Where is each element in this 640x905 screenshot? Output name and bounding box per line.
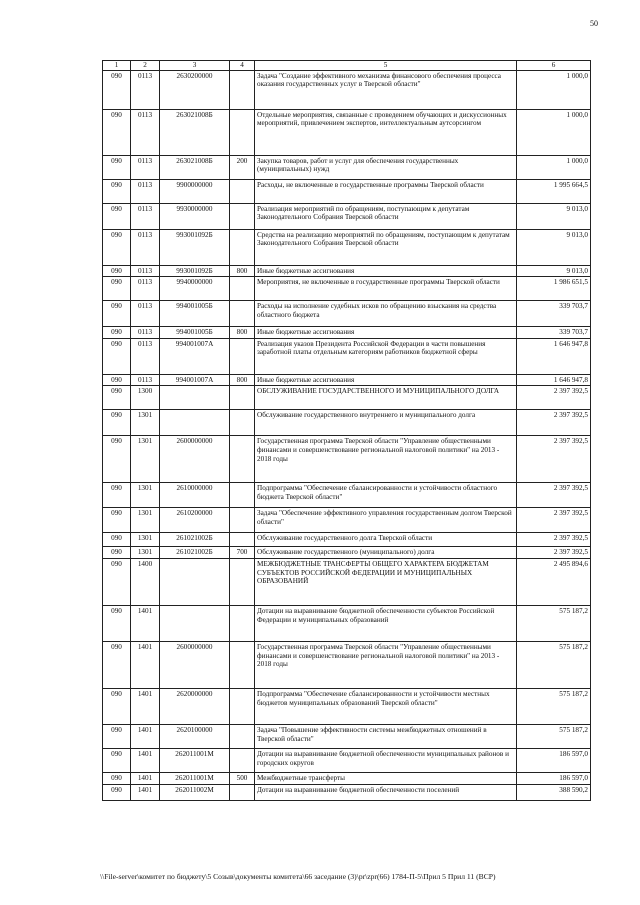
budget-table (102, 60, 591, 801)
section-code-cell: 0113 (131, 301, 160, 327)
header-cell: 1 (103, 61, 131, 71)
department-code-cell: 090 (103, 772, 131, 784)
table-row (103, 70, 591, 109)
table-row (103, 327, 591, 339)
amount-cell: 1 000,0 (517, 70, 591, 109)
header-cell: 3 (160, 61, 230, 71)
table-header-row (103, 61, 591, 71)
department-code-cell: 090 (103, 109, 131, 155)
target-article-cell (160, 558, 230, 605)
target-article-cell: 993001092Б (160, 229, 230, 265)
target-article-cell: 2610200000 (160, 508, 230, 533)
section-code-cell: 0113 (131, 265, 160, 277)
amount-cell: 9 013,0 (517, 265, 591, 277)
amount-cell: 2 397 392,5 (517, 508, 591, 533)
table-row (103, 386, 591, 410)
section-code-cell: 1301 (131, 483, 160, 508)
description-cell: ОБСЛУЖИВАНИЕ ГОСУДАРСТВЕННОГО И МУНИЦИПАЛЬНОГО ДОЛГА (255, 386, 517, 410)
target-article-cell: 262011001М (160, 772, 230, 784)
department-code-cell: 090 (103, 374, 131, 386)
section-code-cell: 0113 (131, 374, 160, 386)
target-article-cell: 994001007А (160, 338, 230, 374)
table-row (103, 203, 591, 229)
section-code-cell: 1401 (131, 784, 160, 800)
table-row (103, 748, 591, 772)
table-row (103, 229, 591, 265)
department-code-cell: 090 (103, 547, 131, 559)
expense-type-cell (230, 724, 255, 748)
department-code-cell: 090 (103, 265, 131, 277)
table-row (103, 547, 591, 559)
amount-cell: 2 397 392,5 (517, 547, 591, 559)
amount-cell: 1 646 947,8 (517, 338, 591, 374)
section-code-cell: 1400 (131, 558, 160, 605)
header-cell: 6 (517, 61, 591, 71)
expense-type-cell (230, 748, 255, 772)
section-code-cell: 1300 (131, 386, 160, 410)
table-row (103, 483, 591, 508)
expense-type-cell (230, 109, 255, 155)
description-cell: Задача "Повышение эффективности системы межбюджетных отношений в Тверской области" (255, 724, 517, 748)
table-row (103, 605, 591, 641)
department-code-cell: 090 (103, 229, 131, 265)
description-cell: Государственная программа Тверской области "Управление общественными финансами и совершенствование региональной налоговой политики" на 2013 - 2018 годы (255, 436, 517, 483)
target-article-cell: 261021002Б (160, 533, 230, 547)
description-cell: Иные бюджетные ассигнования (255, 265, 517, 277)
expense-type-cell (230, 688, 255, 724)
section-code-cell: 1401 (131, 748, 160, 772)
expense-type-cell (230, 386, 255, 410)
expense-type-cell (230, 277, 255, 301)
amount-cell: 339 703,7 (517, 301, 591, 327)
table-row (103, 508, 591, 533)
target-article-cell (160, 605, 230, 641)
department-code-cell: 090 (103, 327, 131, 339)
expense-type-cell (230, 338, 255, 374)
description-cell: Обслуживание государственного долга Тверской области (255, 533, 517, 547)
amount-cell: 2 397 392,5 (517, 533, 591, 547)
target-article-cell: 9940000000 (160, 277, 230, 301)
header-cell: 5 (255, 61, 517, 71)
department-code-cell: 090 (103, 724, 131, 748)
department-code-cell: 090 (103, 688, 131, 724)
amount-cell: 2 397 392,5 (517, 483, 591, 508)
section-code-cell: 0113 (131, 203, 160, 229)
table-row (103, 784, 591, 800)
description-cell: Обслуживание государственного (муниципального) долга (255, 547, 517, 559)
target-article-cell: 2610000000 (160, 483, 230, 508)
expense-type-cell (230, 784, 255, 800)
header-cell: 2 (131, 61, 160, 71)
target-article-cell: 994001007А (160, 374, 230, 386)
amount-cell: 1 000,0 (517, 109, 591, 155)
section-code-cell: 0113 (131, 109, 160, 155)
amount-cell: 186 597,0 (517, 748, 591, 772)
department-code-cell: 090 (103, 748, 131, 772)
expense-type-cell (230, 179, 255, 203)
table-row (103, 641, 591, 688)
target-article-cell: 2600000000 (160, 641, 230, 688)
expense-type-cell (230, 301, 255, 327)
expense-type-cell: 800 (230, 327, 255, 339)
amount-cell: 2 397 392,5 (517, 410, 591, 436)
department-code-cell: 090 (103, 386, 131, 410)
description-cell: Задача "Создание эффективного механизма финансового обеспечения процесса оказания государственных услуг в Тверской области" (255, 70, 517, 109)
section-code-cell: 1401 (131, 688, 160, 724)
description-cell: Дотации на выравнивание бюджетной обеспеченности поселений (255, 784, 517, 800)
department-code-cell: 090 (103, 533, 131, 547)
target-article-cell (160, 410, 230, 436)
expense-type-cell (230, 641, 255, 688)
section-code-cell: 0113 (131, 338, 160, 374)
table-row (103, 533, 591, 547)
expense-type-cell (230, 483, 255, 508)
description-cell: Закупка товаров, работ и услуг для обеспечения государственных (муниципальных) нужд (255, 155, 517, 179)
description-cell: Отдельные мероприятия, связанные с проведением обучающих и дискуссионных мероприятий, привлечением экспертов, интеллектуальным аутсорсингом (255, 109, 517, 155)
expense-type-cell (230, 605, 255, 641)
amount-cell: 9 013,0 (517, 203, 591, 229)
section-code-cell: 1401 (131, 605, 160, 641)
description-cell: Расходы, не включенные в государственные программы Тверской области (255, 179, 517, 203)
description-cell: Межбюджетные трансферты (255, 772, 517, 784)
description-cell: Мероприятия, не включенные в государственные программы Тверской области (255, 277, 517, 301)
section-code-cell: 1301 (131, 508, 160, 533)
description-cell: Расходы на исполнение судебных исков по обращению взыскания на средства областного бюджета (255, 301, 517, 327)
description-cell: Подпрограмма "Обеспечение сбалансированности и устойчивости местных бюджетов муниципальных образований Тверской области" (255, 688, 517, 724)
department-code-cell: 090 (103, 508, 131, 533)
department-code-cell: 090 (103, 410, 131, 436)
amount-cell: 1 000,0 (517, 155, 591, 179)
department-code-cell: 090 (103, 436, 131, 483)
target-article-cell: 2630200000 (160, 70, 230, 109)
table-row (103, 179, 591, 203)
section-code-cell: 1401 (131, 641, 160, 688)
expense-type-cell (230, 229, 255, 265)
table-row (103, 155, 591, 179)
target-article-cell: 262011001М (160, 748, 230, 772)
section-code-cell: 0113 (131, 179, 160, 203)
department-code-cell: 090 (103, 338, 131, 374)
section-code-cell: 1401 (131, 724, 160, 748)
amount-cell: 2 397 392,5 (517, 386, 591, 410)
description-cell: Обслуживание государственного внутреннего и муниципального долга (255, 410, 517, 436)
department-code-cell: 090 (103, 605, 131, 641)
table-row (103, 301, 591, 327)
amount-cell: 2 495 894,6 (517, 558, 591, 605)
amount-cell: 1 995 664,5 (517, 179, 591, 203)
department-code-cell: 090 (103, 483, 131, 508)
amount-cell: 575 187,2 (517, 688, 591, 724)
section-code-cell: 0113 (131, 229, 160, 265)
table-row (103, 277, 591, 301)
department-code-cell: 090 (103, 70, 131, 109)
expense-type-cell (230, 533, 255, 547)
expense-type-cell (230, 558, 255, 605)
expense-type-cell: 200 (230, 155, 255, 179)
section-code-cell: 1401 (131, 772, 160, 784)
target-article-cell: 9900000000 (160, 179, 230, 203)
expense-type-cell (230, 436, 255, 483)
description-cell: МЕЖБЮДЖЕТНЫЕ ТРАНСФЕРТЫ ОБЩЕГО ХАРАКТЕРА БЮДЖЕТАМ СУБЪЕКТОВ РОССИЙСКОЙ ФЕДЕРАЦИИ И МУНИЦИПАЛЬНЫХ ОБРАЗОВАНИЙ (255, 558, 517, 605)
table-row (103, 724, 591, 748)
target-article-cell: 9930000000 (160, 203, 230, 229)
table-row (103, 436, 591, 483)
section-code-cell: 1301 (131, 410, 160, 436)
amount-cell: 388 590,2 (517, 784, 591, 800)
table-row (103, 374, 591, 386)
target-article-cell: 2600000000 (160, 436, 230, 483)
description-cell: Средства на реализацию мероприятий по обращениям, поступающим к депутатам Законодательного Собрания Тверской области (255, 229, 517, 265)
table-row (103, 688, 591, 724)
description-cell: Подпрограмма "Обеспечение сбалансированности и устойчивости областного бюджета Тверской области" (255, 483, 517, 508)
expense-type-cell (230, 410, 255, 436)
expense-type-cell (230, 203, 255, 229)
amount-cell: 2 397 392,5 (517, 436, 591, 483)
description-cell: Реализация мероприятий по обращениям, поступающим к депутатам Законодательного Собрания Тверской области (255, 203, 517, 229)
amount-cell: 186 597,0 (517, 772, 591, 784)
target-article-cell: 2620100000 (160, 724, 230, 748)
amount-cell: 1 986 651,5 (517, 277, 591, 301)
expense-type-cell: 800 (230, 374, 255, 386)
department-code-cell: 090 (103, 558, 131, 605)
target-article-cell: 261021002Б (160, 547, 230, 559)
description-cell: Иные бюджетные ассигнования (255, 374, 517, 386)
target-article-cell: 993001092Б (160, 265, 230, 277)
description-cell: Иные бюджетные ассигнования (255, 327, 517, 339)
amount-cell: 339 703,7 (517, 327, 591, 339)
amount-cell: 9 013,0 (517, 229, 591, 265)
description-cell: Дотации на выравнивание бюджетной обеспеченности субъектов Российской Федерации и муниципальных образований (255, 605, 517, 641)
file-path-footer: \\File-server\комитет по бюджету\5 Созыв\документы комитета\66 заседание (3)\pr\zpr(66) 1784-П-5\Прил 5 Прил 11 (ВСР) (100, 872, 496, 881)
section-code-cell: 0113 (131, 277, 160, 301)
section-code-cell: 0113 (131, 70, 160, 109)
expense-type-cell: 800 (230, 265, 255, 277)
department-code-cell: 090 (103, 784, 131, 800)
expense-type-cell: 500 (230, 772, 255, 784)
target-article-cell: 994001005Б (160, 327, 230, 339)
department-code-cell: 090 (103, 277, 131, 301)
department-code-cell: 090 (103, 179, 131, 203)
target-article-cell: 262011002М (160, 784, 230, 800)
section-code-cell: 1301 (131, 436, 160, 483)
expense-type-cell (230, 70, 255, 109)
department-code-cell: 090 (103, 301, 131, 327)
amount-cell: 1 646 947,8 (517, 374, 591, 386)
department-code-cell: 090 (103, 155, 131, 179)
expense-type-cell: 700 (230, 547, 255, 559)
amount-cell: 575 187,2 (517, 641, 591, 688)
table-row (103, 558, 591, 605)
target-article-cell: 2620000000 (160, 688, 230, 724)
target-article-cell: 263021008Б (160, 109, 230, 155)
description-cell: Задача "Обеспечение эффективного управления государственным долгом Тверской области" (255, 508, 517, 533)
target-article-cell (160, 386, 230, 410)
target-article-cell: 263021008Б (160, 155, 230, 179)
amount-cell: 575 187,2 (517, 724, 591, 748)
table-row (103, 338, 591, 374)
section-code-cell: 1301 (131, 547, 160, 559)
section-code-cell: 0113 (131, 327, 160, 339)
table-row (103, 265, 591, 277)
table-row (103, 772, 591, 784)
department-code-cell: 090 (103, 203, 131, 229)
section-code-cell: 1301 (131, 533, 160, 547)
department-code-cell: 090 (103, 641, 131, 688)
table-row (103, 410, 591, 436)
page-number: 50 (590, 19, 598, 28)
table-row (103, 109, 591, 155)
description-cell: Дотации на выравнивание бюджетной обеспеченности муниципальных районов и городских округов (255, 748, 517, 772)
amount-cell: 575 187,2 (517, 605, 591, 641)
description-cell: Государственная программа Тверской области "Управление общественными финансами и совершенствование региональной налоговой политики" на 2013 - 2018 годы (255, 641, 517, 688)
description-cell: Реализация указов Президента Российской Федерации в части повышения заработной платы отдельным категориям работников бюджетной сферы (255, 338, 517, 374)
section-code-cell: 0113 (131, 155, 160, 179)
expense-type-cell (230, 508, 255, 533)
target-article-cell: 994001005Б (160, 301, 230, 327)
header-cell: 4 (230, 61, 255, 71)
